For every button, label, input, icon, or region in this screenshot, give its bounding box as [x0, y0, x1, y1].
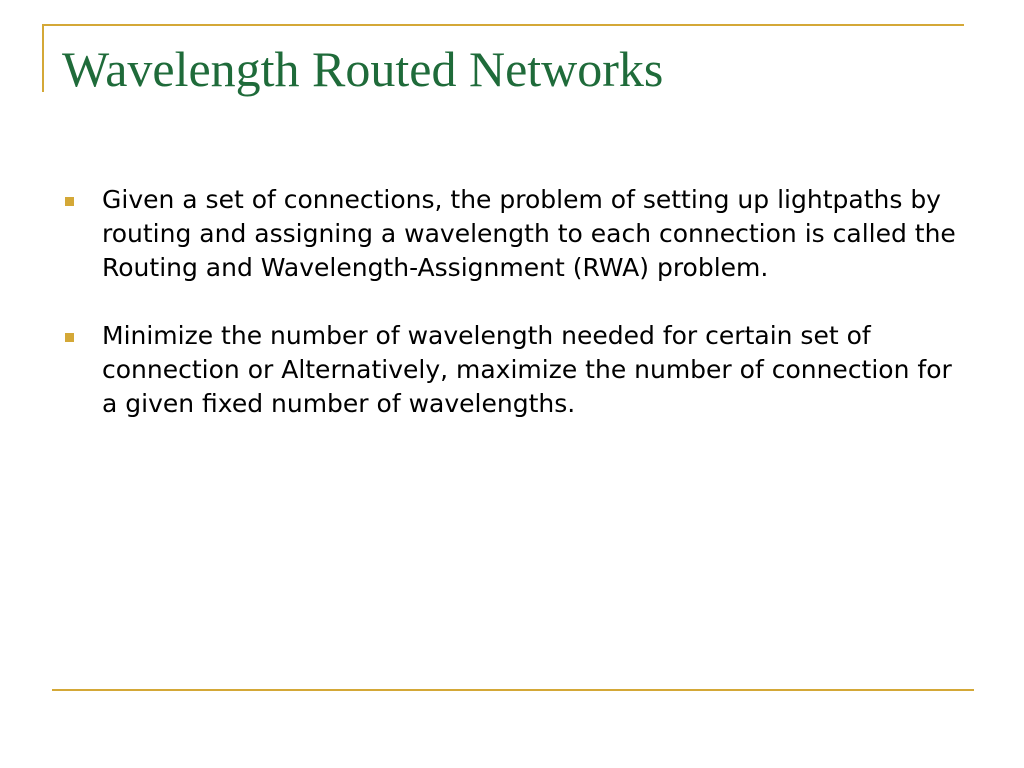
footer-rule — [52, 689, 974, 691]
bullet-text: Minimize the number of wavelength needed for certain set of connection or Alternatively, maximize the number of connection for a given fixed number of wavelengths. — [102, 321, 952, 418]
title-left-rule — [42, 24, 44, 92]
square-bullet-icon — [65, 197, 74, 206]
bullet-item — [62, 183, 962, 285]
square-bullet-icon — [65, 333, 74, 342]
title-top-rule — [42, 24, 964, 26]
bullet-list — [62, 183, 962, 455]
slide-title: Wavelength Routed Networks — [62, 41, 664, 97]
bullet-item — [62, 319, 962, 421]
bullet-text: Given a set of connections, the problem of setting up lightpaths by routing and assigning a wavelength to each connection is called the Routing and Wavelength-Assignment (RWA) problem. — [102, 185, 956, 282]
